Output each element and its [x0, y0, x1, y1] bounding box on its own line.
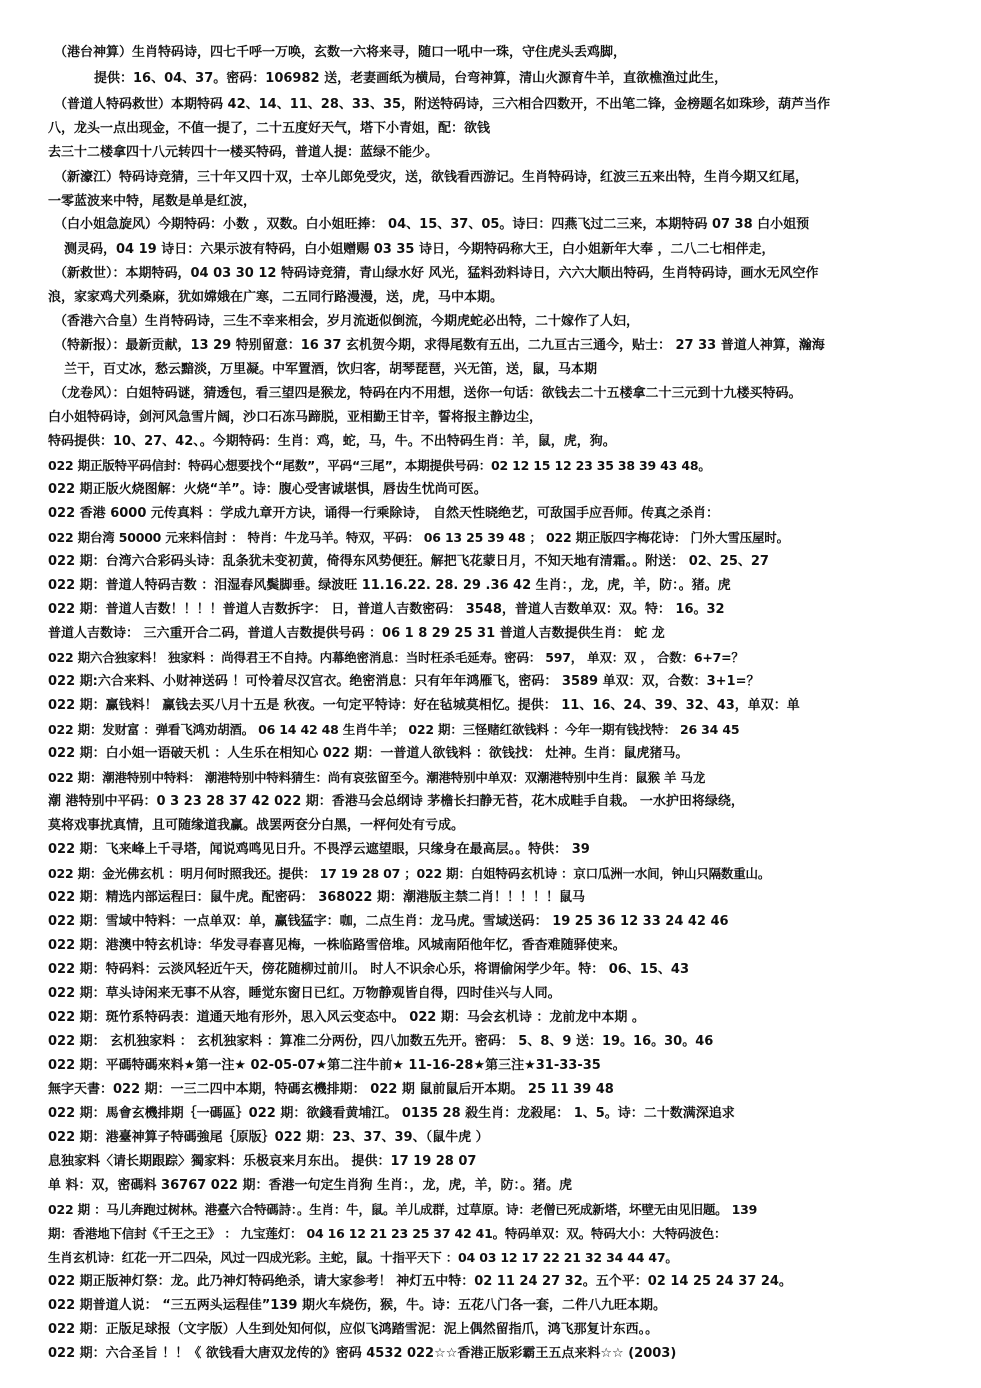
text-line: 莫将戏事扰真情，且可随缘道我赢。战罢两奁分白黑，一枰何处有亏成。 [48, 818, 465, 833]
text-line: （香港六合皇）生肖特码诗，三生不幸来相会，岁月流逝似倒流，今期虎蛇必出特，二十嫁作了人妇， [54, 314, 640, 329]
text-line: 普道人吉数诗： 三六重开合二码，普道人吉数提供号码 ：06 1 8 29 25 31 普道人吉数提供生肖： 蛇 龙 [48, 626, 665, 641]
text-line: 022 期：台湾六合彩码头诗：乱条犹未变初黄，倚得东风势便狂。解把飞花蒙日月，不知天地有清霜。。附送： 02、25、27 [48, 554, 769, 569]
text-line: 022 期：雪域中特料：一点单双：单，赢钱猛字：咖，二点生肖：龙马虎。雪域送码： 19 25 36 12 33 24 42 46 [48, 914, 729, 929]
text-line: 022 期正版神灯祭：龙。此乃神灯特码绝杀，请大家参考！ 神灯五中特：02 11 24 27 32。五个平：02 14 25 24 37 24。 [48, 1274, 792, 1289]
text-line: 022 期普道人说： “三五两头运程佳”139 期火车烧伤，猴，牛。诗：五花八门各一套，二件八九旺本期。 [48, 1298, 666, 1313]
text-line: 白小姐特码诗，剑河风急雪片阔，沙口石冻马蹄脱，亚相勤王甘辛，誓将报主静边尘， [48, 410, 543, 425]
text-line: （特新报）：最新贡献，13 29 特别留意：16 37 玄机贺今期，求得尾数有五出，二九亘古三通今，贴士： 27 33 普道人神算，瀚海 [54, 338, 825, 353]
text-line: 022 期：六合圣旨 ！！《 欲钱看大唐双龙传的》密码 4532 022☆☆香港正版彩霸王五点来料☆☆ (2003) [48, 1346, 677, 1361]
text-line: 测灵码，04 19 诗日：六果示波有特码，白小姐赠赐 03 35 诗日，今期特码称大王，白小姐新年大奉 ，二八二七相伴走， [64, 242, 775, 257]
text-line: 八，龙头一点出现金，不值一提了，二十五度好天气，塔下小青姐，配：欲钱 [48, 121, 491, 136]
text-line: 022 期：金光佛玄机 ：明月何时照我还。提供： 17 19 28 07 ；022 期：白姐特码玄机诗 ：京口瓜洲一水间，钟山只隔数重山。 [48, 866, 771, 881]
text-line: 022 期：精选内部运程曰：鼠牛虎。配密码： 368022 期：潮港版主禁二肖！！！！！鼠马 [48, 890, 585, 905]
text-line: 022 期：白小姐一语破天机 ：人生乐在相知心 022 期：一普道人欲钱料 ：欲钱找： 灶神。生肖：鼠虎猪马。 [48, 746, 689, 761]
text-line: 022 期六合独家料！ 独家料 ：尚得君王不自持。内幕绝密消息：当时枉杀毛延寿。密码： 597， 单双：双 ， 合数：6+7=？ [48, 650, 744, 665]
text-line: （港台神算）生肖特码诗，四七千呼一万唤，玄数一六将来寻，随口一吼中一珠，守住虎头丢鸡脚， [54, 45, 627, 60]
text-line: 兰干，百丈冰，愁云黯淡，万里凝。中军置酒，饮归客，胡琴琵琶，兴无笛，送，鼠，马本期 [64, 362, 598, 377]
text-line: 022 期：草头诗闲来无事不从容，睡觉东窗日已红。万物静观皆自得，四时佳兴与人同。 [48, 986, 561, 1001]
text-line: 022 期:六合来料、小财神送码 ！可怜着尽汉宫衣。绝密消息：只有年年鸿雁飞，密码： 3589 单双：双，合数：3+1=？ [48, 674, 760, 689]
text-line: 022 期：正版足球报（文字版）人生到处知何似，应似飞鸿踏雪泥：泥上偶然留指爪，鸿飞那复计东西。。 [48, 1322, 659, 1337]
text-line: 無字天書：022 期：一三二四中本期，特碼玄機排期： 022 期 鼠前鼠后开本期。 25 11 39 48 [48, 1082, 614, 1097]
text-line: 特码提供：10、27、42、。今期特码：生肖：鸡，蛇，马，牛。不出特码生肖：羊，鼠，虎，狗。 [48, 434, 616, 449]
text-line: 022 香港 6000 元传真料 ：学成九章开方诀，诵得一行乘除诗， 自然天性晓绝艺，可敌国手应吾师。传真之杀肖： [48, 506, 719, 521]
text-line: （白小姐急旋风）今期特码：小数 ，双数。白小姐旺捧： 04、15、37、05。诗曰：四燕飞过二三来，本期特码 07 38 白小姐预 [54, 217, 810, 232]
text-line: 息独家料〈请长期跟踪〉獨家料：乐极哀来月东出。 提供：17 19 28 07 [48, 1154, 477, 1169]
text-line: 022 期：馬會玄機排期｛一碼區｝022 期：欲錢看黄埔江。 0135 28 殺生肖：龙殺尾： 1、5。诗：二十数满深追求 [48, 1106, 735, 1121]
text-line: （新救世）：本期特码，04 03 30 12 特码诗竞猜，青山绿水好 风光，猛料劲料诗日，六六大顺出特码，生肖特码诗，画水无风空作 [54, 266, 819, 281]
text-line: （新濠江）特码诗竞猜，三十年又四十双，士卒儿郎免受灾，送，欲钱看西游记。生肖特码诗，红波三五来出特，生肖今期又红尾， [54, 170, 809, 185]
text-line: 022 期正版火烧图解：火烧“羊”。诗：腹心受害诚堪惧，唇齿生忧尚可医。 [48, 482, 487, 497]
text-line: 去三十二楼拿四十八元转四十一楼买特码，普道人提：蓝绿不能少。 [48, 145, 439, 160]
text-line: 单 料：双，密碼料 36767 022 期：香港一句定生肖狗 生肖：，龙，虎，羊，防：。猪。虎 [48, 1178, 572, 1193]
text-line: 022 期：潮港特别中特料： 潮港特别中特料猜生：尚有哀弦留至今。潮港特别中单双：双潮港特别中生肖：鼠猴 羊 马龙 [48, 770, 706, 785]
text-line: 潮 港特别中平码：0 3 23 28 37 42 022 期：香港马会总纲诗 茅檐长扫静无苔，花木成畦手自栽。 一水护田将绿绕， [48, 794, 744, 809]
text-line: 期：香港地下信封《千王之王》 ： 九宝莲灯： 04 16 12 21 23 25 37 42 41。特码单双：双。特码大小：大特码波色： [48, 1226, 727, 1241]
text-line: 022 期：飞来峰上千寻塔，闻说鸡鸣见日升。不畏浮云遮望眼，只缘身在最高层。。特供： 39 [48, 842, 590, 857]
text-line: 022 期：发财富 ：弹看飞鸿劝胡酒。 06 14 42 48 生肖牛羊； 022 期：三怪赌红欲钱料 ：今年一期有钱找特： 26 34 45 [48, 722, 740, 737]
text-line: 022 期：港臺神算子特碼強尾｛原版｝022 期：23、37、39、（鼠牛虎 ） [48, 1130, 489, 1145]
text-line: 022 期：普道人吉数！！！！普道人吉数拆字： 日，普道人吉数密码： 3548，普道人吉数单双：双。特： 16。32 [48, 602, 725, 617]
text-line: 022 期： 玄机独家料 ： 玄机独家料 ：算准二分两份，四八加数五先开。密码： 5、8、9 送：19。16。30。46 [48, 1034, 714, 1049]
text-line: 022 期：斑竹系特码表：道通天地有形外，思入风云变态中。 022 期：马会玄机诗 ：龙前龙中本期 。 [48, 1010, 645, 1025]
text-line: （龙卷风）：白姐特码谜，猜透包，看三望四是猴龙，特码在内不用想，送你一句话：欲钱去二十五楼拿二十三元到十九楼买特码。 [54, 386, 802, 401]
text-line: 022 期 ：马儿奔跑过树林。港臺六合特碼詩：。生肖：牛，鼠。羊儿成群，过草原。诗：老僧已死成新塔，坏壁无由见旧题。 139 [48, 1202, 758, 1217]
text-line: 浪，家家鸡犬列桑麻，犹如嫦娥在广寒，二五同行路漫漫，送，虎，马中本期。 [48, 290, 504, 305]
text-line: 022 期：特码料：云淡风轻近午天，傍花随柳过前川。 时人不识余心乐，将谓偷闲学少年。特： 06、15、43 [48, 962, 689, 977]
text-line: 022 期台湾 50000 元来料信封 ： 特肖：牛龙马羊。特双，平码： 06 13 25 39 48 ； 022 期正版四字梅花诗： 门外大雪压屋时。 [48, 530, 789, 545]
text-line: 022 期：赢钱料！ 赢钱去买八月十五是 秋夜。一句定平特诗：好在毡城莫相忆。提供： 11、16、24、39、32、43，单双：单 [48, 698, 800, 713]
text-line: （普道人特码救世）本期特码 42、14、11、28、33、35，附送特码诗，三六相合四数开，不出笔二锋，金榜题名如珠珍，葫芦当作 [54, 97, 831, 112]
text-line: 022 期：平碼特碼來料★第一注★ 02-05-07★第二注牛前★ 11-16-28★第三注★31-33-35 [48, 1058, 601, 1073]
text-line: 一零蓝波来中特，尾数是单是红波， [48, 194, 257, 209]
text-line: 提供：16、04、37。密码：106982 送，老妻画纸为横局，台弯神算，清山火源育牛羊，直欲樵渔过此生， [94, 71, 728, 86]
text-line: 生肖玄机诗：红花一开二四朵，风过一四成光彩。主蛇，鼠。十指平天下 ：04 03 12 17 22 21 32 34 44 47。 [48, 1250, 678, 1265]
text-line: 022 期：普道人特码吉数 ：泪湿春风鬓脚垂。绿波旺 11.16.22. 28. 29 .36 42 生肖：，龙，虎，羊，防：。猪。虎 [48, 578, 731, 593]
text-line: 022 期正版特平码信封：特码心想要找个“尾数”，平码“三尾”，本期提供号码：02 12 15 12 23 35 38 39 43 48。 [48, 458, 711, 473]
text-line: 022 期：港澳中特玄机诗：华发寻春喜见梅，一株临路雪倍堆。风城南陌他年忆，香杳难随驿使来。 [48, 938, 626, 953]
